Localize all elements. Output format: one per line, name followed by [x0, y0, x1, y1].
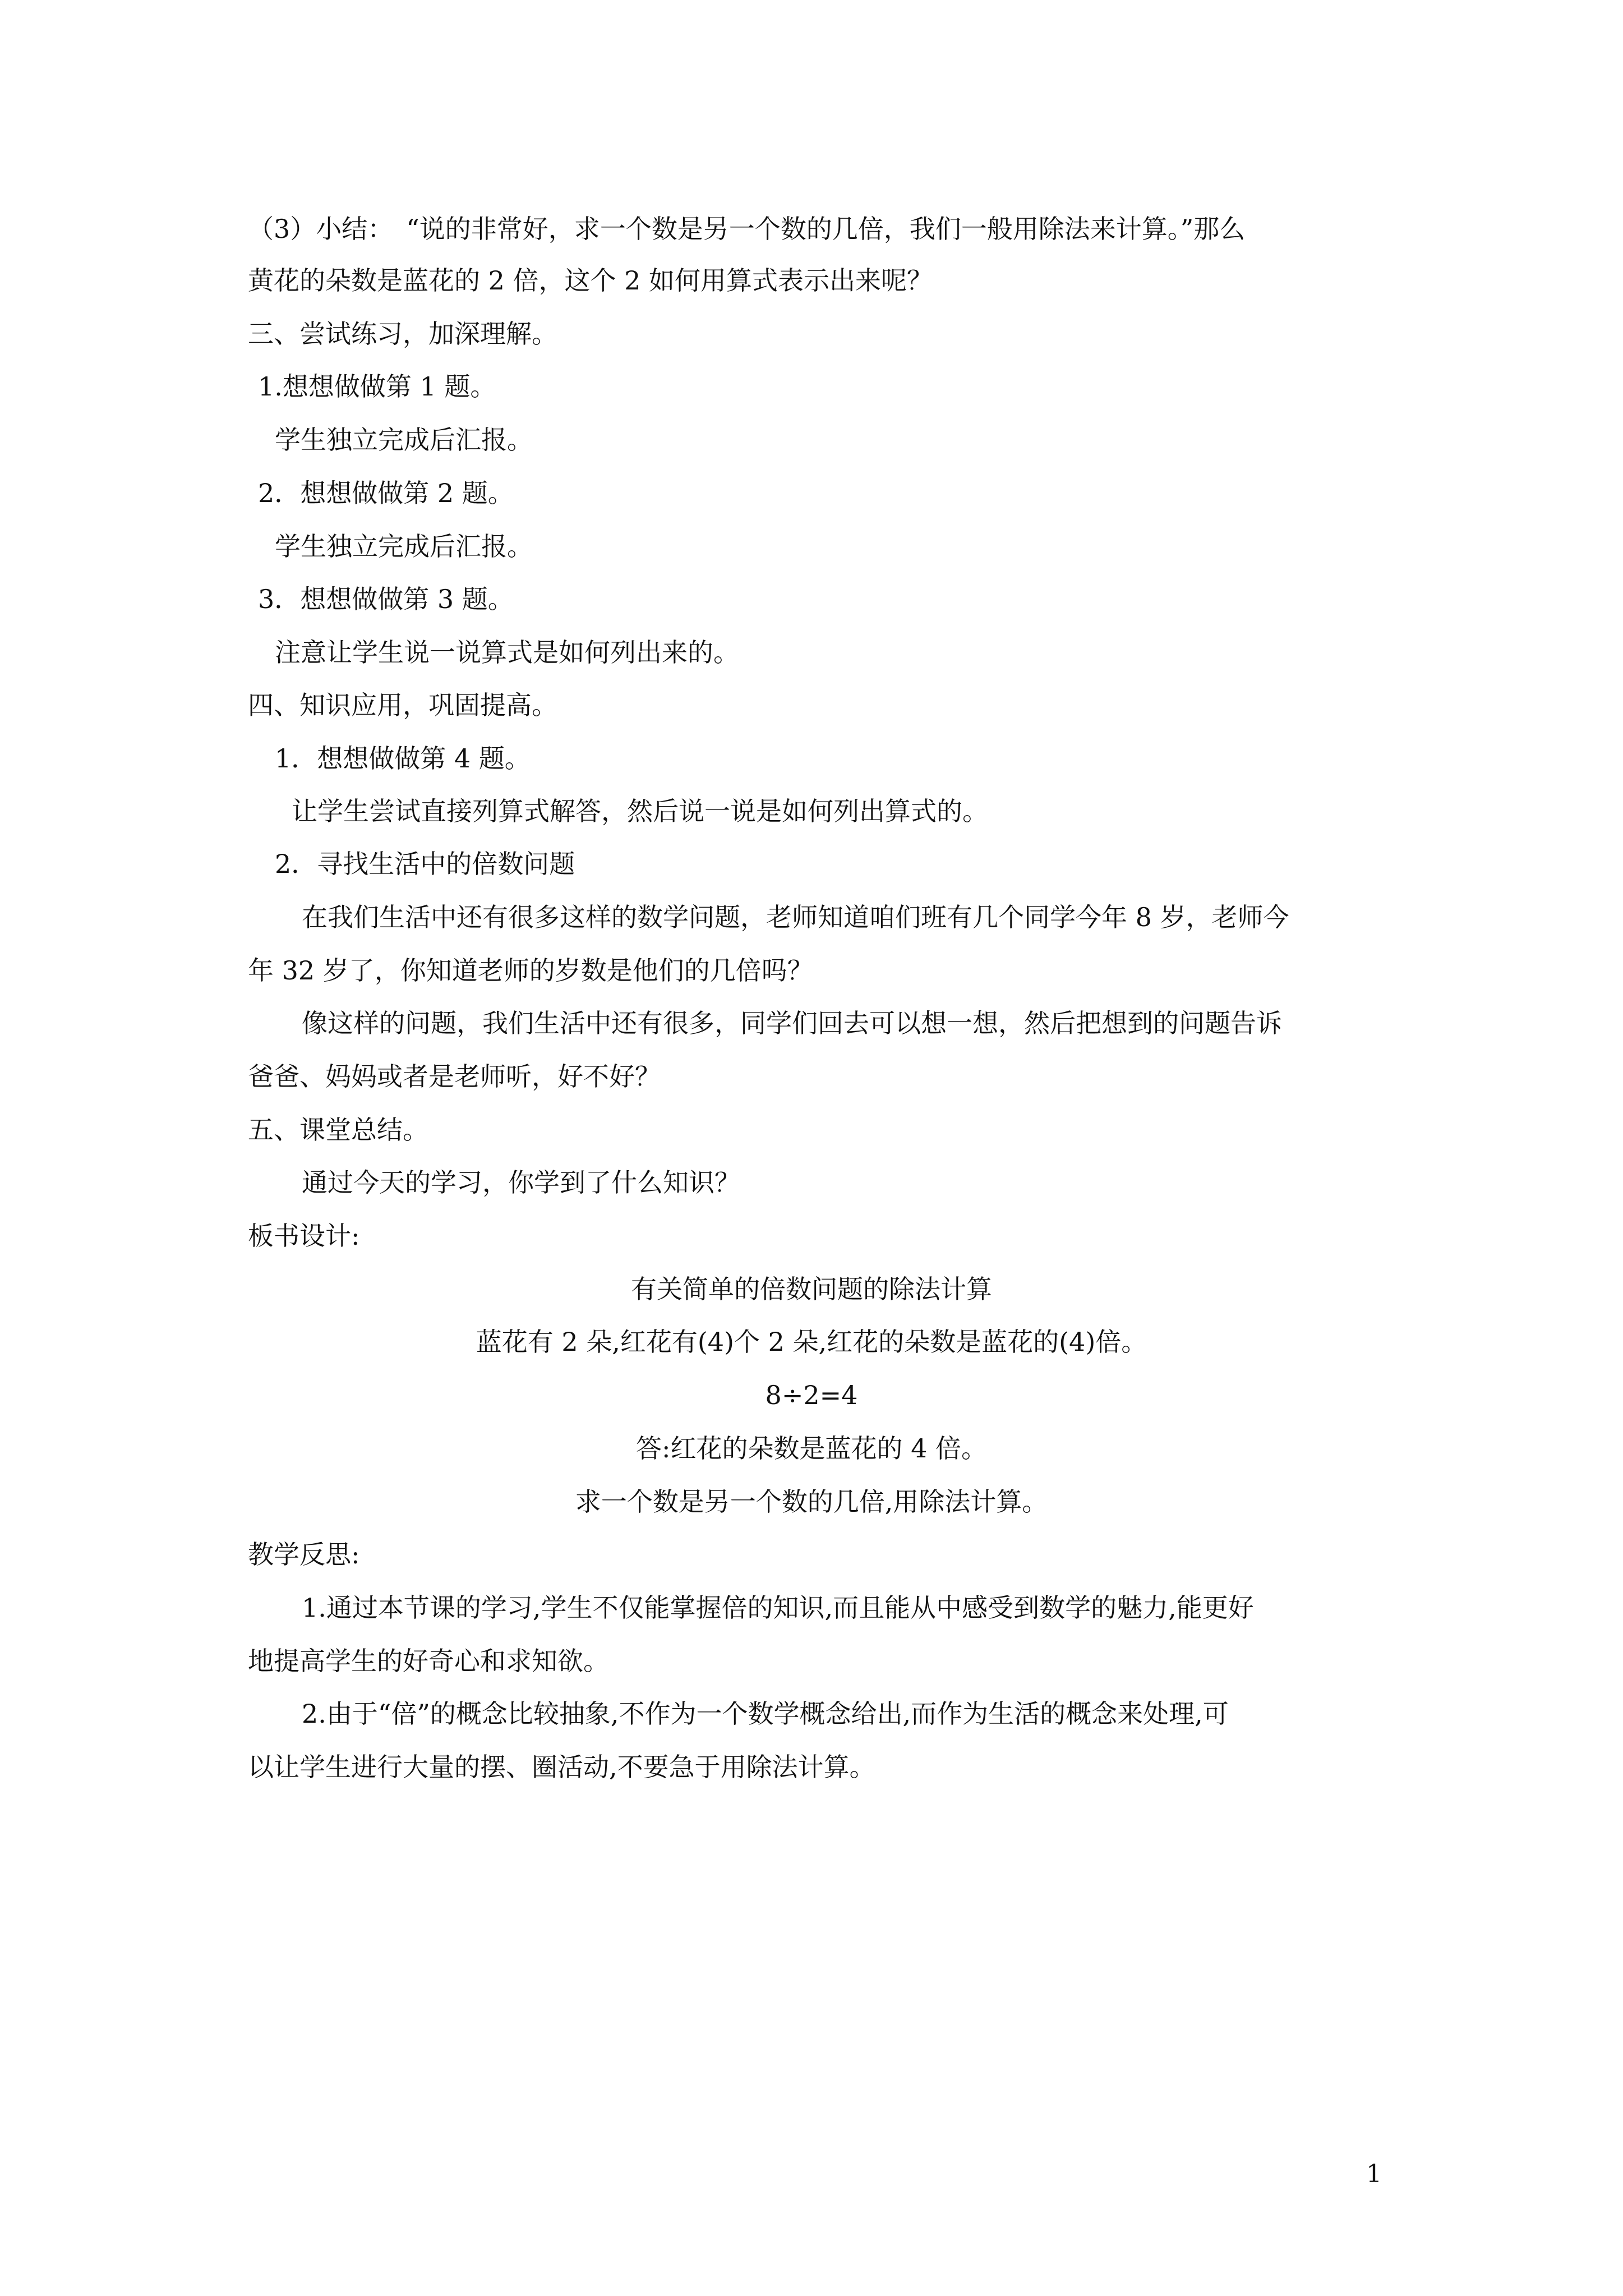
list-item: 2．想想做做第 2 题。: [258, 478, 514, 508]
list-item: 2．寻找生活中的倍数问题: [275, 849, 575, 879]
paragraph-line: 爸爸、妈妈或者是老师听，好不好？: [248, 1061, 661, 1092]
paragraph-line: 注意让学生说一说算式是如何列出来的。: [275, 637, 739, 668]
list-item: 1.想想做做第 1 题。: [258, 371, 496, 402]
paragraph-line: 学生独立完成后汇报。: [275, 425, 533, 455]
board-answer: 答:红花的朵数是蓝花的 4 倍。: [635, 1433, 987, 1464]
paragraph-line: 年 32 岁了，你知道老师的岁数是他们的几倍吗？: [248, 955, 813, 986]
paragraph-line: 2.由于“倍”的概念比较抽象,不作为一个数学概念给出,而作为生活的概念来处理,可: [302, 1699, 1229, 1729]
section-heading: 四、知识应用，巩固提高。: [248, 690, 557, 720]
paragraph-line: 通过今天的学习，你学到了什么知识？: [302, 1167, 740, 1198]
paragraph-line: 黄花的朵数是蓝花的 2 倍，这个 2 如何用算式表示出来呢？: [248, 265, 933, 296]
section-heading: 板书设计:: [248, 1221, 360, 1251]
board-rule: 求一个数是另一个数的几倍,用除法计算。: [575, 1487, 1048, 1517]
board-title: 有关简单的倍数问题的除法计算: [631, 1274, 992, 1304]
list-item: 1．想想做做第 4 题。: [275, 743, 531, 774]
paragraph-line: 让学生尝试直接列算式解答，然后说一说是如何列出算式的。: [292, 796, 988, 826]
board-equation: 8÷2=4: [765, 1380, 858, 1410]
paragraph-line: 以让学生进行大量的摆、圈活动,不要急于用除法计算。: [248, 1752, 875, 1782]
section-heading: 三、尝试练习，加深理解。: [248, 319, 557, 349]
paragraph-line: 像这样的问题，我们生活中还有很多，同学们回去可以想一想，然后把想到的问题告诉: [302, 1008, 1282, 1038]
page-number: 1: [1366, 2160, 1382, 2188]
section-heading: 教学反思:: [248, 1539, 360, 1570]
list-item: 3．想想做做第 3 题。: [258, 584, 514, 614]
paragraph-line: 在我们生活中还有很多这样的数学问题，老师知道咱们班有几个同学今年 8 岁，老师今: [302, 902, 1289, 932]
board-line: 蓝花有 2 朵,红花有(4)个 2 朵,红花的朵数是蓝花的(4)倍。: [476, 1327, 1147, 1357]
paragraph-line: （3）小结： “说的非常好，求一个数是另一个数的几倍，我们一般用除法来计算。”那么: [248, 214, 1246, 244]
paragraph-line: 学生独立完成后汇报。: [275, 531, 533, 562]
paragraph-line: 地提高学生的好奇心和求知欲。: [248, 1646, 609, 1676]
paragraph-line: 1.通过本节课的学习,学生不仅能掌握倍的知识,而且能从中感受到数学的魅力,能更好: [302, 1593, 1254, 1623]
section-heading: 五、课堂总结。: [248, 1115, 428, 1145]
